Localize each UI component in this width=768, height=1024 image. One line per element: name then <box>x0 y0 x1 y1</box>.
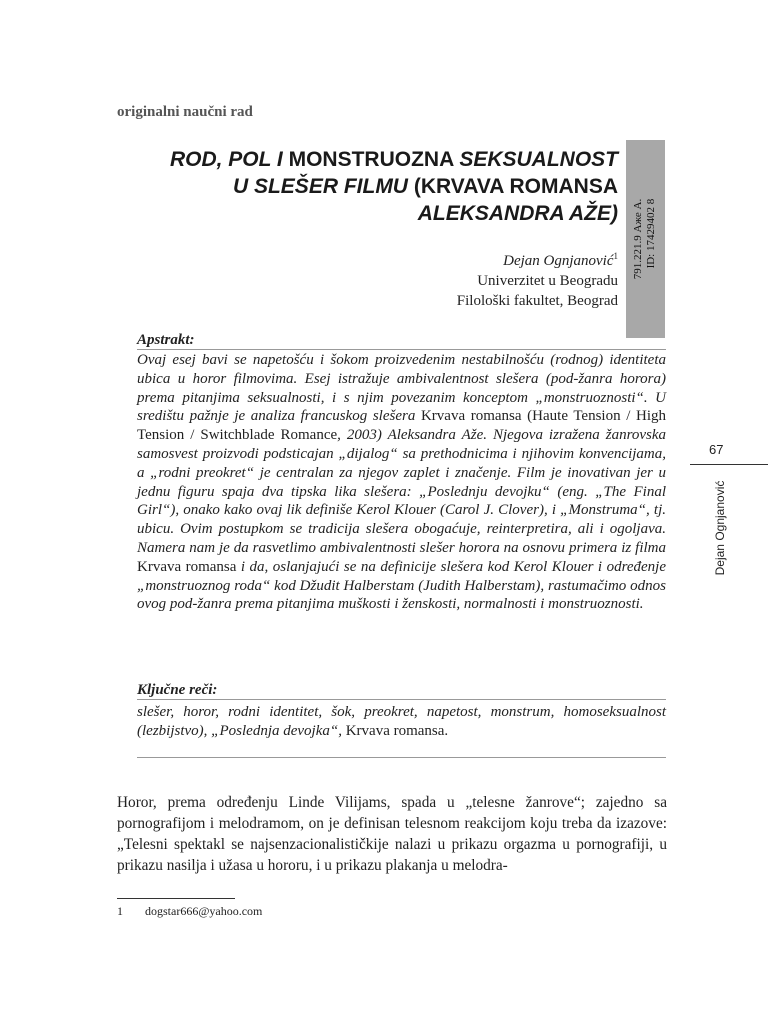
body-paragraph: Horor, prema određenju Linde Vilijams, spada u „telesne žanrove“; zajedno sa pornografijom i melodramom, on je definisan telesnom reakcijom koju treba da izazove: „Telesni spektakl se najsenzacionalističkije nalazi u prikazu orgazma u pornografiji, u prikazu nasilja i užasa u hororu, i u prikazu plakanja u melodra- <box>117 794 667 874</box>
abstract-part: Ovaj esej bavi se napetošću i šokom proizvedenim nestabilnošću (rodnog) identiteta ubica u horor filmovima. Esej istražuje ambivalentnost slešera (pod-žanra horora) prema pitanjima seksualnosti, i s njim povezanim konceptom „monstruoznosti“. U središtu pažnje je analiza francuskog slešera <box>137 352 666 425</box>
title-part: SEKSUALNOST <box>459 148 618 171</box>
film-title: Krvava romansa <box>137 558 237 575</box>
film-title: Krvava romansa. <box>345 722 449 739</box>
keywords-text <box>137 703 666 741</box>
author-university: Univerzitet u Beogradu <box>477 273 618 289</box>
title-part: ALEKSANDRA AŽE) <box>417 202 618 225</box>
margin-rule <box>690 464 768 465</box>
keywords-label: Ključne reči: <box>137 682 218 698</box>
title-part: ROD, POL I <box>169 148 289 171</box>
abstract-label: Apstrakt: <box>137 332 195 348</box>
keywords-list: slešer, horor, rodni identitet, šok, preokret, napetost, monstrum, homoseksualnost (lezbijstvo), „Poslednja devojka“, <box>137 704 666 739</box>
abstract-rule <box>137 349 666 350</box>
keywords-bottom-rule <box>137 757 666 758</box>
running-head: Dejan Ognjanović <box>713 480 727 576</box>
article-title <box>58 146 618 227</box>
udc-id: ID: 17429402 8 <box>645 198 657 269</box>
footnote-rule <box>117 898 235 899</box>
film-title: Krvava romansa (Haute Tension / High Tension / Switchblade Romance <box>137 408 666 444</box>
article-type-label: originalni naučni rad <box>117 104 253 120</box>
title-part: U SLEŠER FILMU <box>232 175 408 198</box>
footnote-ref[interactable]: 1 <box>613 251 618 261</box>
title-line-3 <box>58 200 618 227</box>
title-part: MONSTRUOZNA <box>288 148 460 171</box>
page-number: 67 <box>709 442 724 457</box>
title-line-1 <box>58 146 618 173</box>
footnote-number: 1 <box>117 904 123 918</box>
udc-box <box>626 140 665 338</box>
abstract-text <box>137 351 666 614</box>
title-part: ( <box>407 175 421 198</box>
author-block <box>457 246 618 311</box>
keywords-rule <box>137 699 666 700</box>
author-faculty: Filološki fakultet, Beograd <box>456 293 618 309</box>
title-line-2 <box>58 173 618 200</box>
footnote <box>117 904 262 919</box>
footnote-email[interactable]: dogstar666@yahoo.com <box>145 904 263 918</box>
title-part: KRVAVA ROMANSA <box>420 175 618 198</box>
udc-classification <box>632 199 658 279</box>
abstract-part: , 2003) Aleksandra Aže. Njegova izražena žanrovska samosvest proizvodi podsticajan „dijalog“ sa prethodnicima i njihovim konvencijama, a „rodni preokret“ je centralan za njegov zaplet i značenje. Film je inovativan jer u jednu figuru spaja dva tipska lika slešera: „Poslednju devojku“ (eng. „The Final Girl“), onako kako ovaj lik definiše Kerol Klouer (Carol J. Clover), i „Monstruma“, tj. ubicu. Ovim postupkom se tradicija slešera obogaćuje, reinterpretira, ali i ogoljava. Namera nam je da rasvetlimo ambivalentnosti slešer horora na osnovu primera iz filma <box>137 427 666 556</box>
udc-code: 791.221.9 Аже А. <box>632 198 644 280</box>
abstract-part: i da, oslanjajući se na definicije slešera kod Kerol Klouer i određenje „monstruoznog roda“ kod Džudit Halberstam (Judith Halberstam), rastumačimo odnos ovog pod-žanra prema pitanjima muškosti i ženskosti, normalnosti i monstruoznosti. <box>137 558 666 613</box>
author-name: Dejan Ognjanović <box>503 253 614 269</box>
